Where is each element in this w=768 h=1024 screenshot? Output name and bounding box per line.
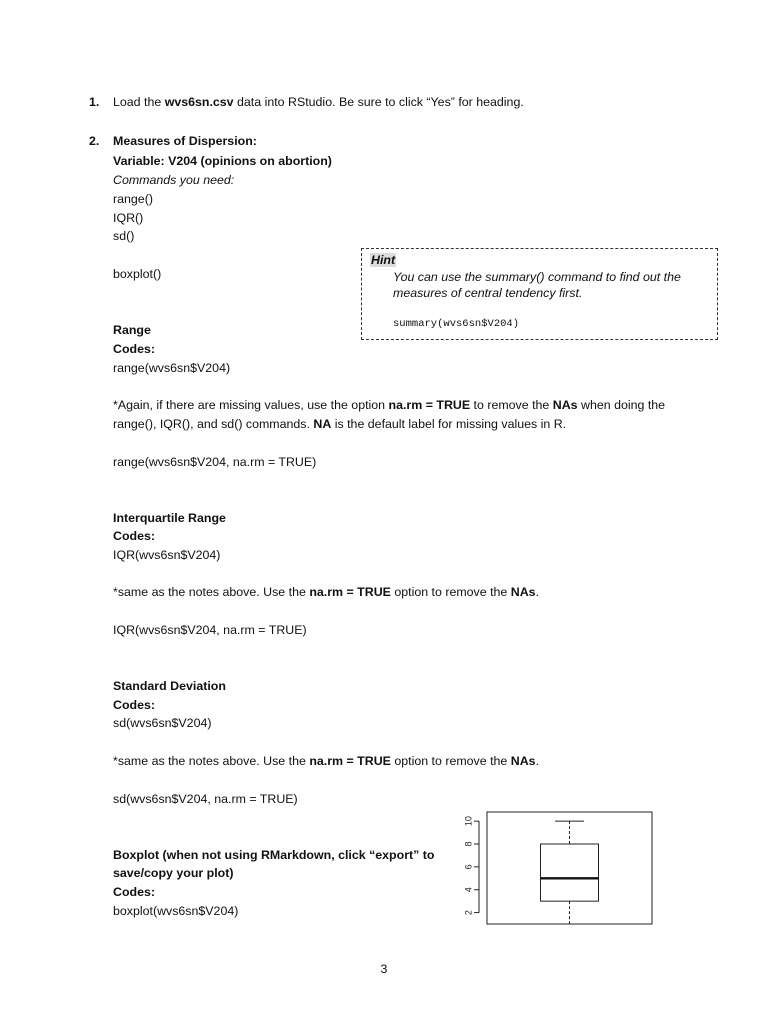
note-text: when doing the [577,398,666,412]
command-range: range() [113,192,153,206]
item-2-title: Measures of Dispersion: [113,134,257,148]
item-1-filename: wvs6sn.csv [164,95,234,109]
iqr-codes-label: Codes: [113,529,155,543]
note-text: . [535,585,540,599]
command-iqr: IQR() [113,211,144,225]
command-boxplot: boxplot() [113,267,162,281]
boxplot-heading-line-2: save/copy your plot) [113,866,234,880]
note-text: option to remove the [390,585,511,599]
range-code-narm: range(wvs6sn$V204, na.rm = TRUE) [113,455,317,469]
iqr-box [541,844,599,901]
note-text: is the default label for missing values in R. [331,417,567,431]
note-bold: NA [313,417,332,431]
iqr-code: IQR(wvs6sn$V204) [113,548,221,562]
range-note-line-2 [113,417,566,431]
note-text: to remove the [470,398,553,412]
note-bold: NAs [552,398,578,412]
item-1-text [113,95,524,109]
range-codes-label: Codes: [113,342,155,356]
note-bold: NAs [510,754,536,768]
item-1-number: 1. [89,95,100,109]
commands-label: Commands you need: [113,173,235,187]
range-heading: Range [113,323,151,337]
hint-code: summary(wvs6sn$V204) [393,318,520,330]
item-1-pre: Load the [113,95,165,109]
item-2-variable: Variable: V204 (opinions on abortion) [113,154,332,168]
item-2-number: 2. [89,134,100,148]
y-tick-label: 2 [463,910,474,916]
hint-box [361,248,718,340]
boxplot-code: boxplot(wvs6sn$V204) [113,904,239,918]
y-tick-label: 10 [463,816,474,827]
boxplot-codes-label: Codes: [113,885,155,899]
item-1-post: data into RStudio. Be sure to click “Yes” for heading. [233,95,524,109]
hint-line-1: You can use the summary() command to find out the [393,270,681,284]
note-text: option to remove the [390,754,511,768]
sd-code-narm: sd(wvs6sn$V204, na.rm = TRUE) [113,792,298,806]
note-text: *same as the notes above. Use the [113,585,310,599]
note-bold: na.rm = TRUE [388,398,471,412]
sd-heading: Standard Deviation [113,679,226,693]
sd-codes-label: Codes: [113,698,155,712]
iqr-note [113,585,539,599]
hint-line-2: measures of central tendency first. [393,286,583,300]
range-note-line-1 [113,398,665,412]
y-tick-label: 6 [463,864,474,870]
y-tick-label: 4 [463,887,474,893]
y-tick-label: 8 [463,841,474,847]
note-bold: na.rm = TRUE [309,585,391,599]
note-text: *Again, if there are missing values, use the option [113,398,389,412]
boxplot-chart [455,808,660,928]
note-text: . [535,754,540,768]
command-sd: sd() [113,229,135,243]
boxplot-heading-line-1: Boxplot (when not using RMarkdown, click “export” to [113,848,435,862]
iqr-heading: Interquartile Range [113,511,226,525]
note-bold: NAs [510,585,536,599]
note-text: range(), IQR(), and sd() commands. [113,417,314,431]
note-text: *same as the notes above. Use the [113,754,310,768]
iqr-code-narm: IQR(wvs6sn$V204, na.rm = TRUE) [113,623,307,637]
range-code: range(wvs6sn$V204) [113,361,231,375]
page-number: 3 [380,962,388,976]
note-bold: na.rm = TRUE [309,754,391,768]
hint-title: Hint [371,253,396,267]
sd-code: sd(wvs6sn$V204) [113,716,212,730]
sd-note [113,754,539,768]
